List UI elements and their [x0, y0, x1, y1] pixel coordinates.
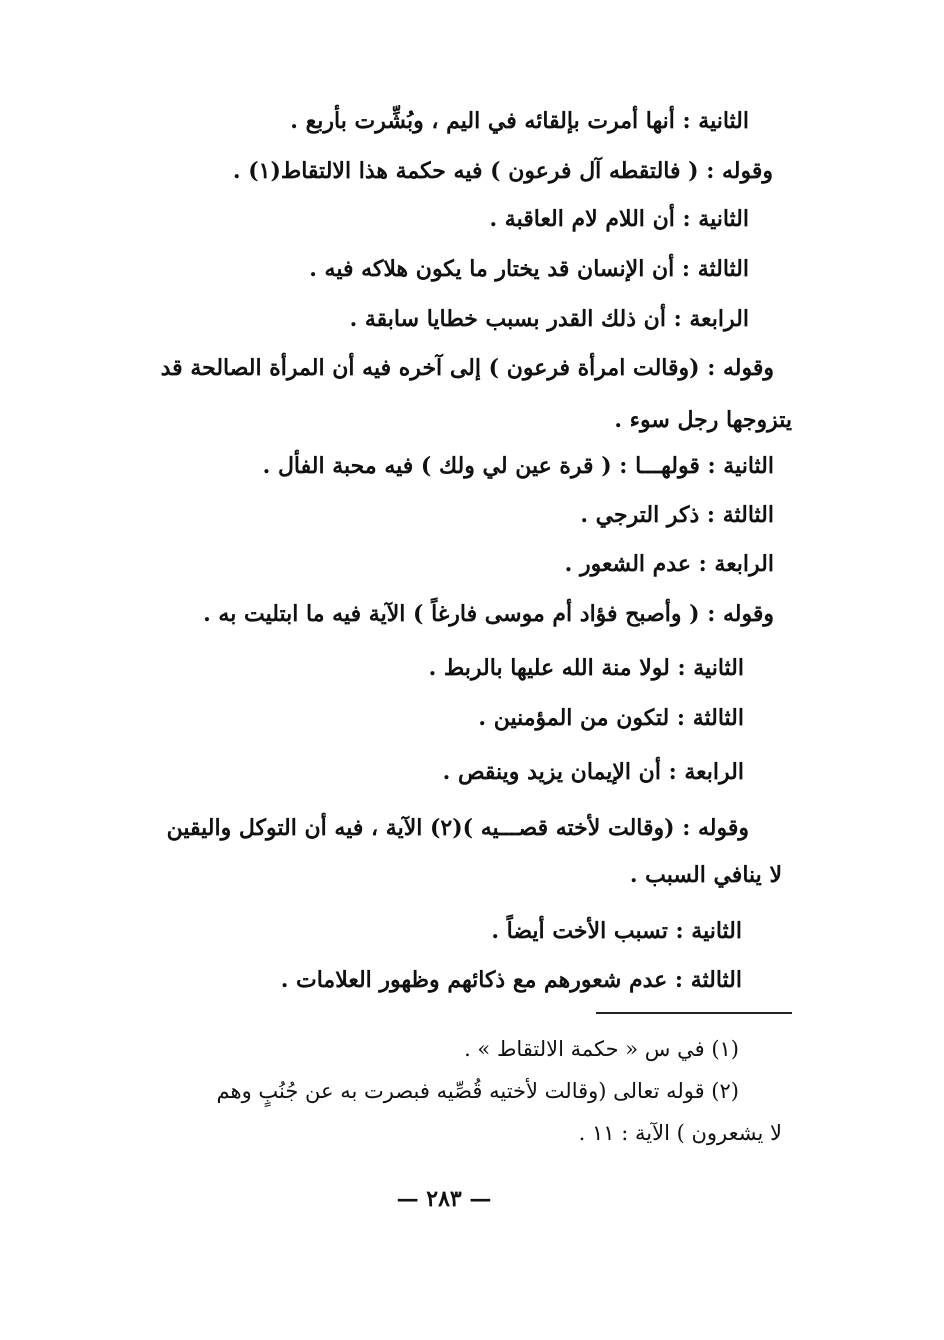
footnote-line: لا يشعرون ) الآية : ١١ . [578, 1121, 782, 1145]
text-line: الثانية : قولهـــا : ( قرة عين لي ولك ) فيه محبة الفأل . [262, 453, 774, 479]
text-line: وقوله : (وقالت امرأة فرعون ) إلى آخره فيه أن المرأة الصالحة قد [160, 355, 774, 381]
text-line: الثالثة : لتكون من المؤمنين . [478, 705, 744, 731]
text-line: الثانية : أنها أمرت بإلقائه في اليم ، وبُشِّرت بأربع . [290, 108, 749, 134]
footnote-line: (٢) قوله تعالى (وقالت لأختيه قُصِّيه فبصرت به عن جُنُبٍ وهم [216, 1079, 739, 1103]
text-line: لا ينافي السبب . [629, 862, 782, 888]
text-line: الرابعة : عدم الشعور . [564, 551, 774, 577]
footnote-line: (١) في س « حكمة الالتقاط » . [464, 1037, 739, 1061]
text-line: وقوله : (وقالت لأخته قصـــيه )(٢) الآية ، فيه أن التوكل واليقين [166, 815, 749, 841]
text-line: الثالثة : عدم شعورهم مع ذكائهم وظهور العلامات . [280, 967, 742, 993]
text-line: يتزوجها رجل سوء . [614, 407, 792, 433]
page-number: — ٢٨٣ — [396, 1186, 492, 1212]
footnote-separator [596, 1012, 792, 1014]
text-line: الثانية : تسبب الأخت أيضاً . [491, 918, 742, 944]
text-line: الرابعة : أن الإيمان يزيد وينقص . [442, 759, 744, 785]
text-line: وقوله : ( فالتقطه آل فرعون ) فيه حكمة هذا الالتقاط(١) . [232, 158, 773, 184]
text-line: الرابعة : أن ذلك القدر بسبب خطايا سابقة . [349, 306, 749, 332]
text-line: الثانية : لولا منة الله عليها بالربط . [428, 655, 744, 681]
text-line: الثانية : أن اللام لام العاقبة . [489, 206, 749, 232]
text-line: الثالثة : أن الإنسان قد يختار ما يكون هلاكه فيه . [309, 256, 749, 282]
text-line: الثالثة : ذكر الترجي . [580, 502, 774, 528]
text-line: وقوله : ( وأصبح فؤاد أم موسى فارغاً ) الآية فيه ما ابتليت به . [203, 601, 774, 627]
